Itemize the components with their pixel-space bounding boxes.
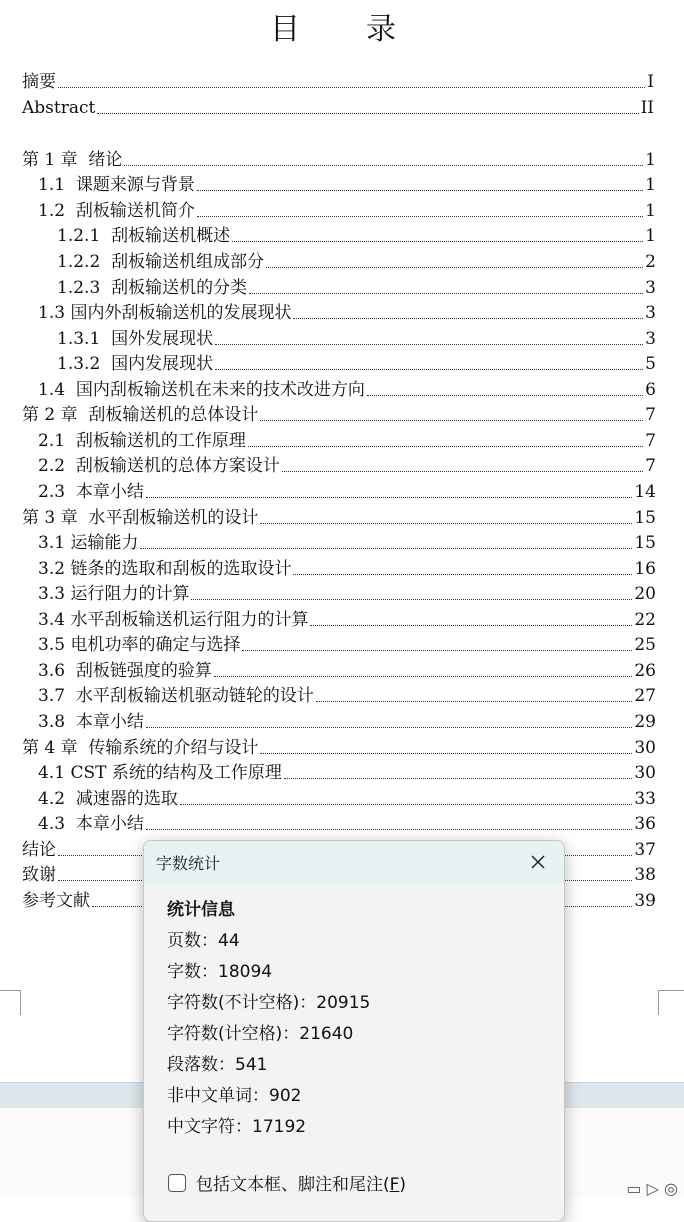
toc-leader-dots <box>284 778 633 779</box>
toc-entry-label: 摘要 <box>22 72 56 92</box>
toc-entry-label: 1.1 课题来源与背景 <box>38 175 195 195</box>
toc-entry-page: 1 <box>645 150 656 170</box>
toc-entry[interactable] <box>0 680 684 706</box>
toc-leader-dots <box>316 701 633 702</box>
toc-entry-page: I <box>647 72 654 92</box>
play-icon[interactable]: ▷ <box>646 1179 659 1198</box>
toc-entry[interactable] <box>0 169 684 195</box>
toc-entry-label: 3.6 刮板链强度的验算 <box>38 661 212 681</box>
toc-leader-dots <box>266 267 643 268</box>
toc-entry-label: 1.4 国内刮板输送机在未来的技术改进方向 <box>38 380 365 400</box>
toc-entry-page: 1 <box>645 175 656 195</box>
toc-leader-dots <box>293 574 632 575</box>
toc-leader-dots <box>232 241 643 242</box>
toc-entry-label: 4.2 减速器的选取 <box>38 789 178 809</box>
stat-pages: 页数：44 <box>167 931 240 951</box>
toc-entry-label: 第 1 章 绪论 <box>22 150 123 170</box>
toc-entry[interactable] <box>0 195 684 221</box>
toc-entry-label: 1.3 国内外刮板输送机的发展现状 <box>38 303 292 323</box>
toc-leader-dots <box>58 87 645 88</box>
page-title: 目 录 <box>270 12 414 47</box>
stat-chinese-chars: 中文字符：17192 <box>167 1117 307 1137</box>
toc-entry[interactable] <box>0 476 684 502</box>
toc-entry-label: 1.3.1 国外发展现状 <box>57 329 214 349</box>
toc-leader-dots <box>249 293 643 294</box>
toc-entry[interactable] <box>0 527 684 553</box>
toc-entry-label: 3.2 链条的选取和刮板的选取设计 <box>38 559 292 579</box>
stat-words: 字数：18094 <box>167 962 273 982</box>
dialog-title: 字数统计 <box>156 853 221 873</box>
toc-entry-label: 3.1 运输能力 <box>38 533 139 553</box>
toc-entry-page: 14 <box>634 482 656 502</box>
toc-leader-dots <box>215 344 643 345</box>
toc-leader-dots <box>146 727 633 728</box>
toc-leader-dots <box>140 548 632 549</box>
toc-entry-label: 3.7 水平刮板输送机驱动链轮的设计 <box>38 686 314 706</box>
checkbox-label-text: 包括文本框、脚注和尾注( <box>196 1175 390 1195</box>
toc-entry-page: 27 <box>634 686 656 706</box>
toc-leader-dots <box>180 804 633 805</box>
toc-entry-label: 1.2.3 刮板输送机的分类 <box>57 278 248 298</box>
checkbox-icon[interactable] <box>168 1174 186 1192</box>
toc-entry[interactable] <box>0 578 684 604</box>
page-corner-mark-left <box>0 990 21 1015</box>
toc-entry-label: 1.2.1 刮板输送机概述 <box>57 226 231 246</box>
toc-entry-page: 7 <box>645 405 656 425</box>
toc-entry-label: 3.4 水平刮板输送机运行阻力的计算 <box>38 610 309 630</box>
toc-entry-page: 25 <box>634 635 656 655</box>
toc-entry[interactable] <box>0 246 684 272</box>
toc-leader-dots <box>97 113 638 114</box>
toc-leader-dots <box>242 650 632 651</box>
word-count-dialog <box>143 840 565 1222</box>
toc-entry-label: 2.2 刮板输送机的总体方案设计 <box>38 456 280 476</box>
checkbox-label <box>196 1170 406 1195</box>
view-icon[interactable]: ▭ <box>626 1179 642 1198</box>
toc-entry-label: 3.5 电机功率的确定与选择 <box>38 635 241 655</box>
globe-icon[interactable]: ◎ <box>664 1179 678 1198</box>
toc-entry-label: 第 2 章 刮板输送机的总体设计 <box>22 405 259 425</box>
toc-leader-dots <box>146 497 633 498</box>
toc-leader-dots <box>310 625 632 626</box>
toc-entry-page: 3 <box>645 278 656 298</box>
close-icon <box>530 854 546 870</box>
toc-entry[interactable] <box>0 323 684 349</box>
toc-entry-page: 7 <box>645 431 656 451</box>
toc-entry-page: 30 <box>634 738 656 758</box>
toc-entry-label: 4.3 本章小结 <box>38 814 144 834</box>
toc-entry[interactable] <box>0 502 684 528</box>
toc-entry-label: 1.2 刮板输送机简介 <box>38 201 195 221</box>
checkbox-accel-key: F <box>389 1175 400 1195</box>
stat-chars-with-spaces: 字符数(计空格)：21640 <box>167 1024 354 1044</box>
toc-entry[interactable] <box>0 450 684 476</box>
toc-entry-label: 3.8 本章小结 <box>38 712 144 732</box>
toc-leader-dots <box>293 318 643 319</box>
toc-entry-page: 26 <box>634 661 656 681</box>
stat-chars-no-spaces: 字符数(不计空格)：20915 <box>167 993 371 1013</box>
toc-entry-page: 29 <box>634 712 656 732</box>
toc-entry-page: 37 <box>634 840 656 860</box>
toc-leader-dots <box>260 523 632 524</box>
toc-entry-page: 2 <box>645 252 656 272</box>
toc-entry-page: 7 <box>645 456 656 476</box>
toc-entry[interactable] <box>0 808 684 834</box>
status-icons <box>626 1179 678 1198</box>
toc-entry-page: 1 <box>645 201 656 221</box>
toc-entry-page: 3 <box>645 303 656 323</box>
toc-entry[interactable] <box>0 374 684 400</box>
toc-entry-page: 33 <box>634 789 656 809</box>
toc-entry-page: 20 <box>634 584 656 604</box>
toc-entry[interactable] <box>0 348 684 374</box>
toc-entry-page: 3 <box>645 329 656 349</box>
stat-paragraphs: 段落数：541 <box>167 1055 268 1075</box>
toc-entry[interactable] <box>0 732 684 758</box>
toc-entry-page: 39 <box>634 891 656 911</box>
toc-entry[interactable] <box>0 144 684 170</box>
toc-entry[interactable] <box>0 783 684 809</box>
toc-entry[interactable] <box>0 629 684 655</box>
toc-leader-dots <box>260 753 632 754</box>
dialog-body <box>144 883 564 1143</box>
toc-entry[interactable] <box>0 220 684 246</box>
toc-entry-page: 15 <box>634 533 656 553</box>
toc-entry[interactable] <box>0 757 684 783</box>
toc-entry-label: 第 4 章 传输系统的介绍与设计 <box>22 738 259 758</box>
toc-leader-dots <box>215 369 643 370</box>
toc-entry[interactable] <box>0 92 684 118</box>
toc-entry[interactable] <box>0 399 684 425</box>
stats-heading: 统计信息 <box>167 900 235 920</box>
close-button[interactable] <box>524 848 552 876</box>
toc-entry[interactable] <box>0 655 684 681</box>
toc-entry-label: Abstract <box>22 98 96 118</box>
toc-leader-dots <box>124 165 643 166</box>
stat-non-chinese-words: 非中文单词：902 <box>167 1086 302 1106</box>
dialog-header <box>144 841 564 883</box>
toc-leader-dots <box>197 190 643 191</box>
toc-entry-label: 1.3.2 国内发展现状 <box>57 354 214 374</box>
toc-entry-label: 2.1 刮板输送机的工作原理 <box>38 431 246 451</box>
include-textboxes-option[interactable] <box>168 1170 406 1195</box>
toc-entry-label: 2.3 本章小结 <box>38 482 144 502</box>
toc-entry-page: II <box>640 98 654 118</box>
toc-entry-page: 16 <box>634 559 656 579</box>
toc-leader-dots <box>197 216 643 217</box>
toc-leader-dots <box>214 676 633 677</box>
toc-entry-page: 6 <box>645 380 656 400</box>
toc-entry-label: 参考文献 <box>22 891 90 911</box>
toc-leader-dots <box>282 471 643 472</box>
toc-entry-page: 1 <box>645 226 656 246</box>
toc-leader-dots <box>367 395 643 396</box>
toc-entry-label: 1.2.2 刮板输送机组成部分 <box>57 252 265 272</box>
toc-entry-page: 38 <box>634 865 656 885</box>
toc-entry-label: 致谢 <box>22 865 56 885</box>
toc-entry[interactable] <box>0 706 684 732</box>
toc-leader-dots <box>260 420 643 421</box>
toc-entry[interactable] <box>0 553 684 579</box>
toc-entry-page: 36 <box>634 814 656 834</box>
toc-entry-label: 结论 <box>22 840 56 860</box>
toc-entry-page: 30 <box>634 763 656 783</box>
toc-leader-dots <box>248 446 643 447</box>
toc-entry[interactable] <box>0 66 684 92</box>
toc-entry-label: 第 3 章 水平刮板输送机的设计 <box>22 508 259 528</box>
toc-leader-dots <box>146 829 633 830</box>
checkbox-label-suffix: ) <box>399 1175 407 1195</box>
toc-entry[interactable] <box>0 297 684 323</box>
toc-entry-page: 15 <box>634 508 656 528</box>
toc-entry-label: 3.3 运行阻力的计算 <box>38 584 190 604</box>
toc-leader-dots <box>191 599 632 600</box>
page-corner-mark-right <box>658 990 684 1015</box>
toc-entry[interactable] <box>0 272 684 298</box>
toc-entry[interactable] <box>0 604 684 630</box>
toc-entry-page: 22 <box>634 610 656 630</box>
toc-entry-label: 4.1 CST 系统的结构及工作原理 <box>38 763 282 783</box>
toc-entry-page: 5 <box>645 354 656 374</box>
toc-entry[interactable] <box>0 425 684 451</box>
